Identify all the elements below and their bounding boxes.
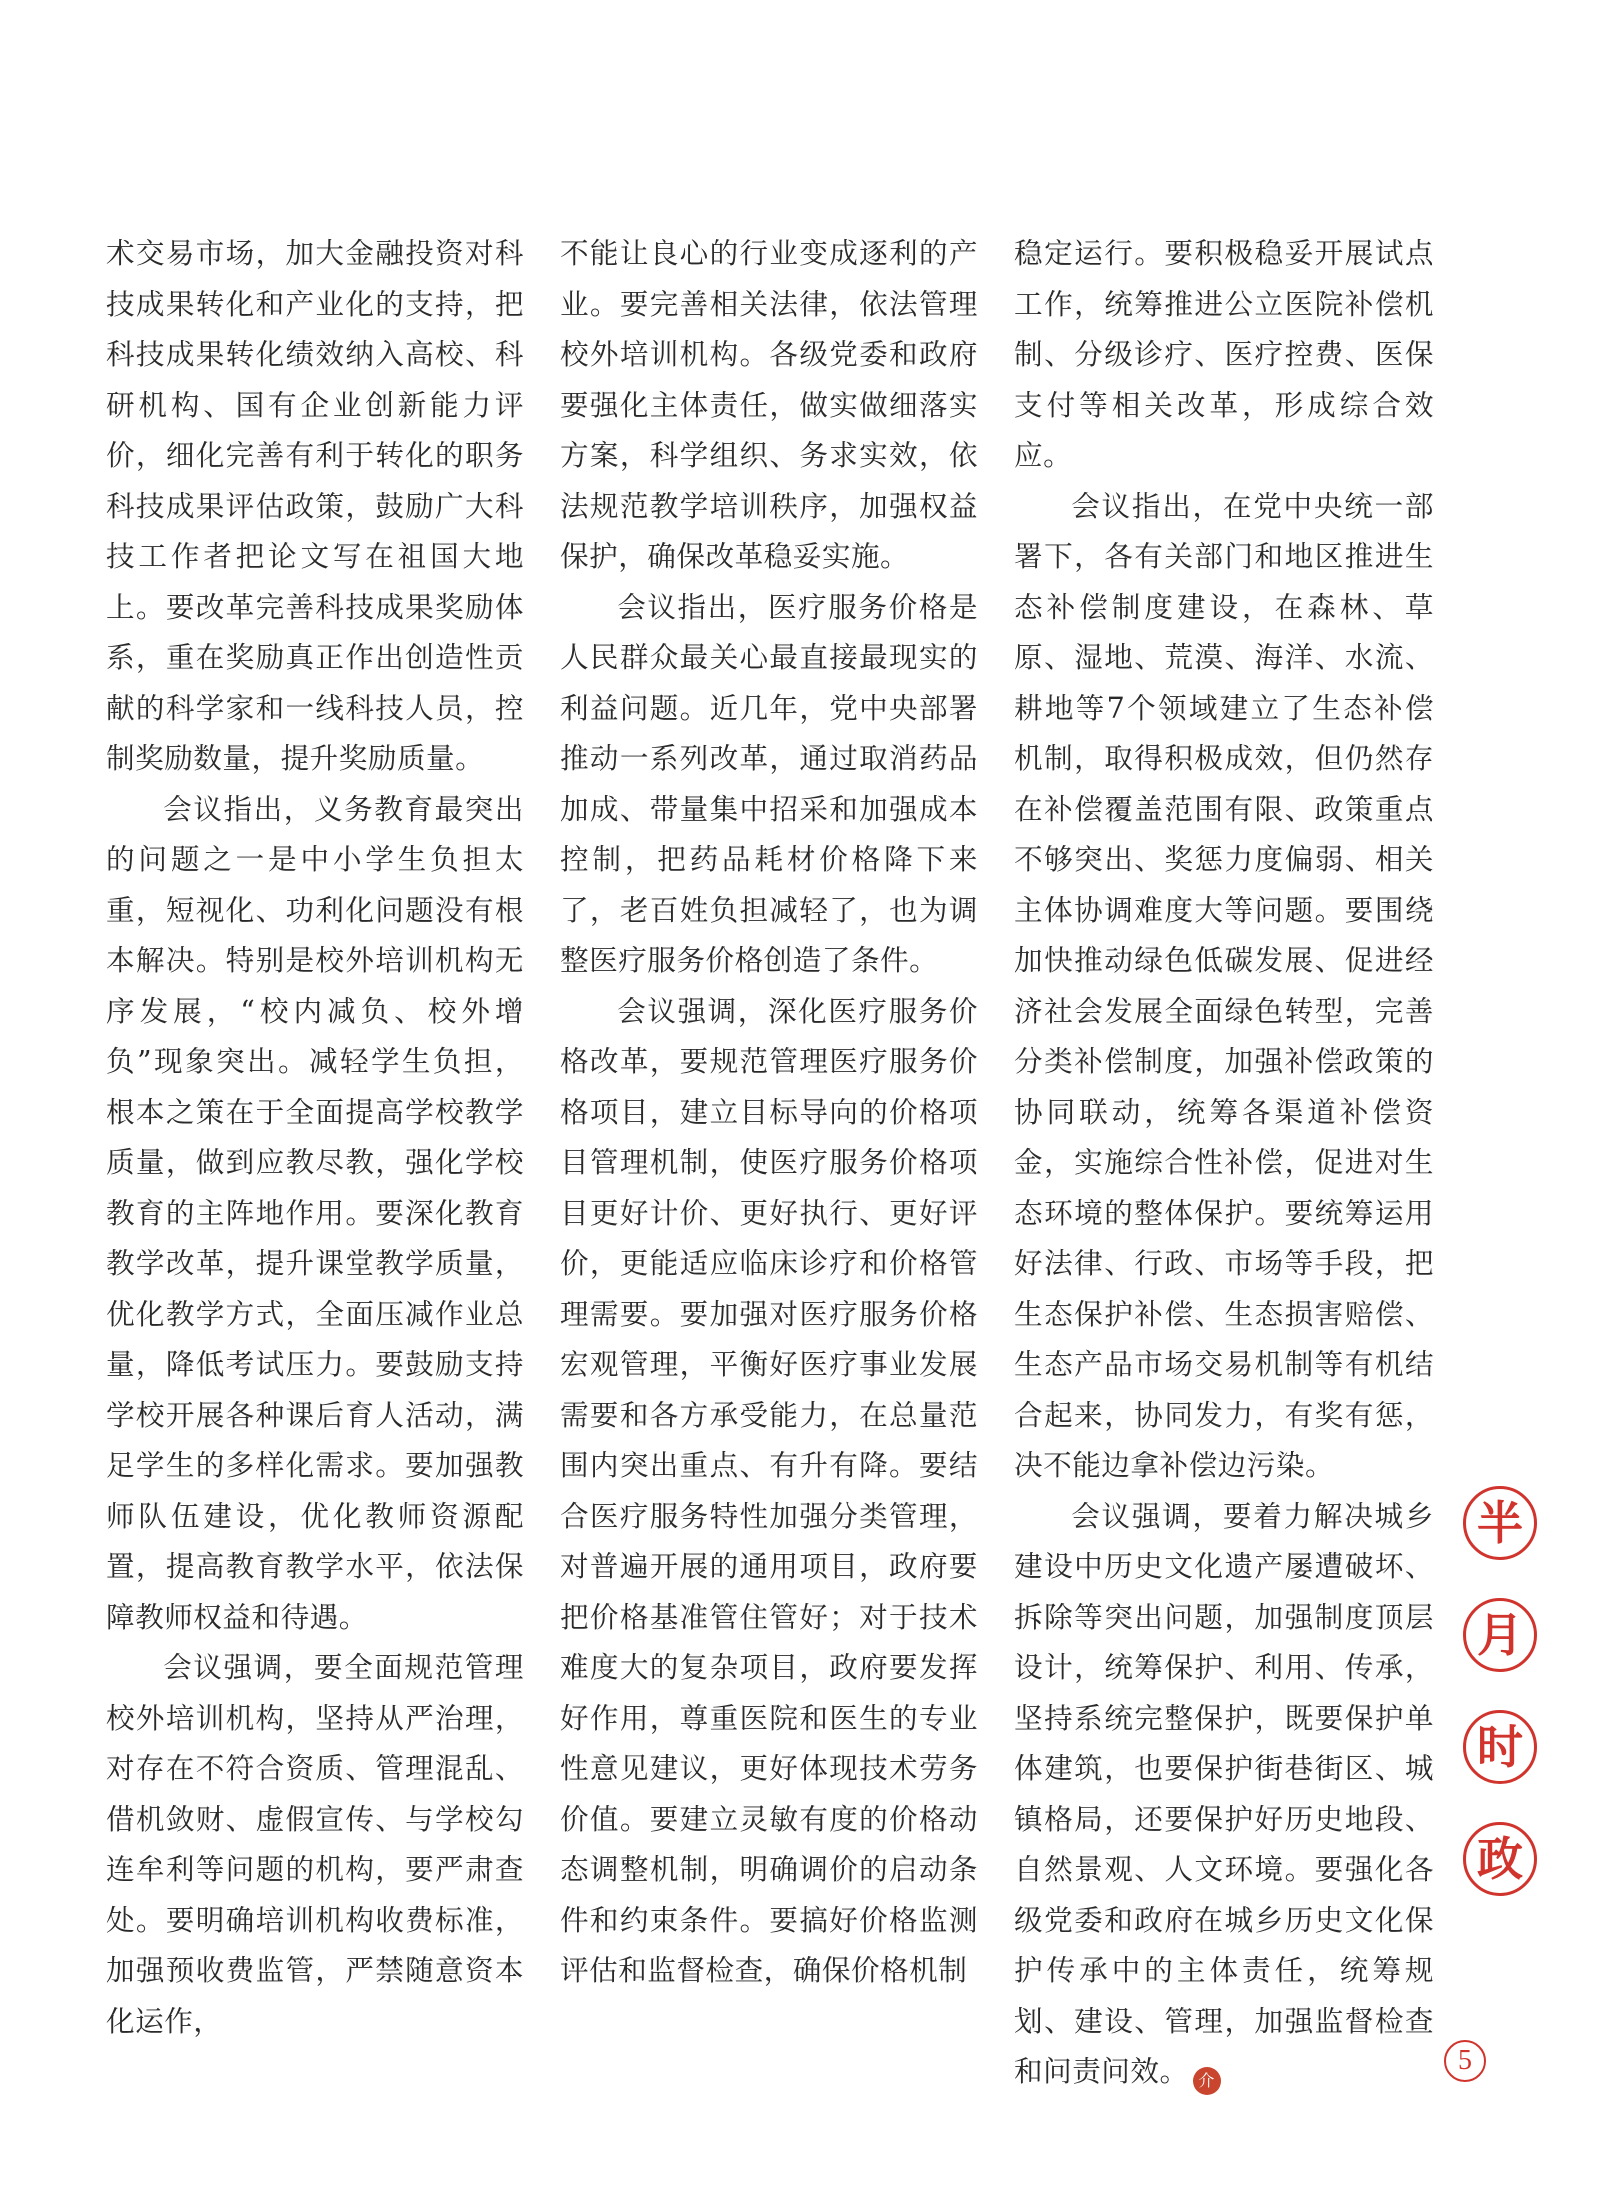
section-title-seals [1463, 1486, 1537, 1934]
paragraph: 会议强调，深化医疗服务价格改革，要规范管理医疗服务价格项目，建立目标导向的价格项目管理机制，使医疗服务价格项目更好计价、更好执行、更好评价，更能适应临床诊疗和价格管理需要。要加强对医疗服务价格宏观管理，平衡好医疗事业发展需要和各方承受能力，在总量范围内突出重点、有升有降。要结合医疗服务特性加强分类管理，对普遍开展的通用项目，政府要把价格基准管住管好；对于技术难度大的复杂项目，政府要发挥好作用，尊重医院和医生的专业性意见建议，更好体现技术劳务价值。要建立灵敏有度的价格动态调整机制，明确调价的启动条件和约束条件。要搞好价格监测评估和监督检查，确保价格机制 [560, 993, 978, 1987]
paragraph: 稳定运行。要积极稳妥开展试点工作，统筹推进公立医院补偿机制、分级诊疗、医疗控费、医保支付等相关改革，形成综合效应。 [1014, 236, 1434, 472]
section-title-char: 时 [1463, 1710, 1537, 1784]
paragraph: 会议指出，义务教育最突出的问题之一是中小学生负担太重，短视化、功利化问题没有根本解决。特别是校外培训机构无序发展，“校内减负、校外增负”现象突出。减轻学生负担，根本之策在于全面提高学校教学质量，做到应教尽教，强化学校教育的主阵地作用。要深化教育教学改革，提升课堂教学质量，优化教学方式，全面压减作业总量，降低考试压力。要鼓励支持学校开展各种课后育人活动，满足学生的多样化需求。要加强教师队伍建设，优化教师资源配置，提高教育教学水平，依法保障教师权益和待遇。 [106, 791, 524, 1634]
paragraph: 会议强调，要全面规范管理校外培训机构，坚持从严治理，对存在不符合资质、管理混乱、借机敛财、虚假宣传、与学校勾连牟利等问题的机构，要严肃查处。要明确培训机构收费标准，加强预收费监管，严禁随意资本化运作， [106, 1650, 524, 2038]
paragraph: 不能让良心的行业变成逐利的产业。要完善相关法律，依法管理校外培训机构。各级党委和政府要强化主体责任，做实做细落实方案，科学组织、务求实效，依法规范教学培训秩序，加强权益保护，确保改革稳妥实施。 [560, 236, 978, 573]
text-column-3 [1014, 228, 1434, 2090]
end-mark-icon: 介 [1193, 2067, 1221, 2095]
text-column-2 [560, 228, 978, 1987]
page-number: 5 [1444, 2040, 1486, 2082]
section-title-char: 月 [1463, 1598, 1537, 1672]
section-title-char: 政 [1463, 1822, 1537, 1896]
section-title-char: 半 [1463, 1486, 1537, 1560]
paragraph-text: 会议强调，要着力解决城乡建设中历史文化遗产屡遭破坏、拆除等突出问题，加强制度顶层设计，统筹保护、利用、传承，坚持系统完整保护，既要保护单体建筑，也要保护街巷街区、城镇格局，还要保护好历史地段、自然景观、人文环境。要强化各级党委和政府在城乡历史文化保护传承中的主体责任，统筹规划、建设、管理，加强监督检查和问责问效。 [1014, 1498, 1434, 2088]
paragraph [1014, 1491, 1434, 2097]
text-column-1 [106, 228, 524, 2038]
paragraph: 会议指出，在党中央统一部署下，各有关部门和地区推进生态补偿制度建设，在森林、草原、湿地、荒漠、海洋、水流、耕地等7个领域建立了生态补偿机制，取得积极成效，但仍然存在补偿覆盖范围有限、政策重点不够突出、奖惩力度偏弱、相关主体协调难度大等问题。要围绕加快推动绿色低碳发展、促进经济社会发展全面绿色转型，完善分类补偿制度，加强补偿政策的协同联动，统筹各渠道补偿资金，实施综合性补偿，促进对生态环境的整体保护。要统筹运用好法律、行政、市场等手段，把生态保护补偿、生态损害赔偿、生态产品市场交易机制等有机结合起来，协同发力，有奖有惩，决不能边拿补偿边污染。 [1014, 488, 1434, 1482]
paragraph: 术交易市场，加大金融投资对科技成果转化和产业化的支持，把科技成果转化绩效纳入高校、科研机构、国有企业创新能力评价，细化完善有利于转化的职务科技成果评估政策，鼓励广大科技工作者把论文写在祖国大地上。要改革完善科技成果奖励体系，重在奖励真正作出创造性贡献的科学家和一线科技人员，控制奖励数量，提升奖励质量。 [106, 236, 524, 775]
paragraph: 会议指出，医疗服务价格是人民群众最关心最直接最现实的利益问题。近几年，党中央部署推动一系列改革，通过取消药品加成、带量集中招采和加强成本控制，把药品耗材价格降下来了，老百姓负担减轻了，也为调整医疗服务价格创造了条件。 [560, 589, 978, 977]
